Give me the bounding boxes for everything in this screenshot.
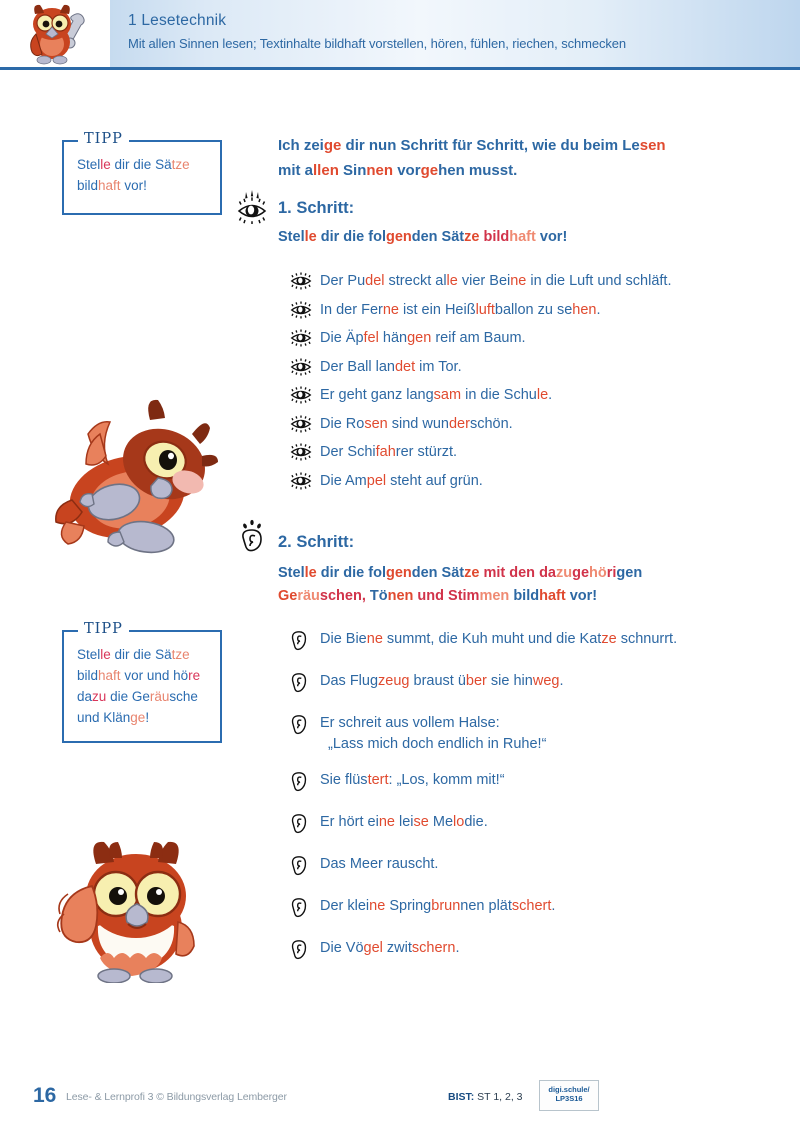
list-item — [290, 441, 770, 466]
header-text-block — [128, 12, 788, 51]
waving-owl-illustration — [48, 838, 213, 983]
imprint-text: Lese- & Lernprofi 3 © Bildungsverlag Lemberger — [66, 1091, 287, 1103]
eye-icon — [290, 470, 320, 495]
bist-value: ST 1, 2, 3 — [477, 1091, 523, 1103]
eye-icon — [290, 441, 320, 466]
tip-box-1 — [62, 131, 222, 215]
ear-icon — [290, 769, 320, 798]
list-item-text: Die Äpfel hängen reif am Baum. — [320, 330, 526, 346]
header-rule — [0, 67, 800, 70]
digi-schule-code: LP3S16 — [555, 1094, 583, 1104]
list-item — [290, 299, 770, 324]
list-item — [290, 384, 770, 409]
tip-box-1-body: Stelle dir die Sätze bildhaft vor! — [77, 157, 190, 193]
list-item — [290, 413, 770, 438]
digi-schule-domain: digi.schule/ — [548, 1085, 590, 1094]
list-item-text: Das Flugzeug braust über sie hinweg. — [320, 673, 564, 689]
step-2-heading: 2. Schritt: — [278, 533, 355, 551]
list-item-text: Der kleine Springbrunnen plätschert. — [320, 897, 556, 914]
step-1-heading: 1. Schritt: — [278, 199, 355, 217]
page-footer — [0, 1078, 800, 1123]
list-item — [290, 937, 770, 966]
step-1-instruction: Stelle dir die folgenden Sätze bildhaft vor! — [278, 229, 568, 245]
ear-icon — [290, 895, 320, 924]
list-item — [290, 356, 770, 381]
list-item-text: Er geht ganz langsam in die Schule. — [320, 387, 553, 403]
list-item-text: Er hört eine leise Melodie. — [320, 813, 488, 830]
ear-icon — [290, 712, 320, 741]
tip-box-2 — [62, 621, 222, 743]
bist-label — [448, 1091, 523, 1103]
list-item — [290, 895, 770, 924]
eye-icon — [290, 327, 320, 352]
ear-icon — [290, 937, 320, 966]
list-item — [290, 811, 770, 840]
list-item-text: Sie flüstert: „Los, komm mit!“ — [320, 771, 505, 788]
page-header — [0, 0, 800, 70]
bist-prefix: BIST: — [448, 1091, 475, 1103]
step-2-sentence-list — [290, 628, 770, 979]
step-1-sentence-list — [290, 270, 770, 498]
step-2-instruction: Stelle dir die folgenden Sätze mit den dazugehörigen Geräuschen, Tönen und Stimmen bildhaft vor! — [278, 565, 643, 605]
list-item-text: Die Biene summt, die Kuh muht und die Katze schnurrt. — [320, 631, 678, 647]
tip-box-2-body: Stelle dir die Sätze bildhaft vor und höre dazu die Geräusche und Klänge! — [77, 647, 201, 725]
page-number: 16 — [33, 1084, 57, 1107]
tip-box-1-label: TIPP — [78, 131, 129, 147]
list-item-text: Er schreit aus vollem Halse: „Lass mich doch endlich in Ruhe!“ — [320, 715, 547, 753]
page-title: 1 Lesetechnik — [128, 12, 227, 29]
tip-box-2-label: TIPP — [78, 621, 129, 637]
list-item-text: Der Pudel streckt alle vier Beine in die Luft und schläft. — [320, 273, 672, 289]
ear-icon — [290, 811, 320, 840]
list-item-text: Der Ball landet im Tor. — [320, 358, 462, 375]
ear-icon — [290, 628, 320, 657]
eye-icon — [290, 356, 320, 381]
ear-icon — [290, 670, 320, 699]
page-subtitle: Mit allen Sinnen lesen; Textinhalte bildhaft vorstellen, hören, fühlen, riechen, schmecken — [128, 36, 627, 51]
eye-icon — [290, 299, 320, 324]
list-item-text: Der Schifahrer stürzt. — [320, 444, 458, 460]
list-item — [290, 270, 770, 295]
list-item — [290, 628, 770, 657]
list-item — [290, 470, 770, 495]
owl-with-wrench-icon — [10, 2, 106, 66]
eye-icon — [290, 384, 320, 409]
sleeping-owl-illustration — [42, 382, 222, 562]
list-item-text: Das Meer rauscht. — [320, 855, 439, 872]
intro-paragraph: Ich zeige dir nun Schritt für Schritt, wie du beim Lesen mit allen Sinnen vorgehen musst. — [278, 137, 666, 179]
list-item-text: Die Vögel zwitschern. — [320, 939, 460, 956]
list-item — [290, 327, 770, 352]
list-item — [290, 853, 770, 882]
ear-icon — [238, 518, 268, 554]
eye-icon — [236, 190, 268, 224]
eye-icon — [290, 270, 320, 295]
list-item-text: Die Ampel steht auf grün. — [320, 472, 483, 489]
ear-icon — [290, 853, 320, 882]
list-item-text: Die Rosen sind wunderschön. — [320, 415, 513, 432]
list-item — [290, 712, 770, 756]
eye-icon — [290, 413, 320, 438]
list-item-text: In der Ferne ist ein Heißluftballon zu sehen. — [320, 301, 601, 318]
list-item — [290, 670, 770, 699]
digi-schule-code-box[interactable] — [539, 1080, 599, 1111]
list-item — [290, 769, 770, 798]
